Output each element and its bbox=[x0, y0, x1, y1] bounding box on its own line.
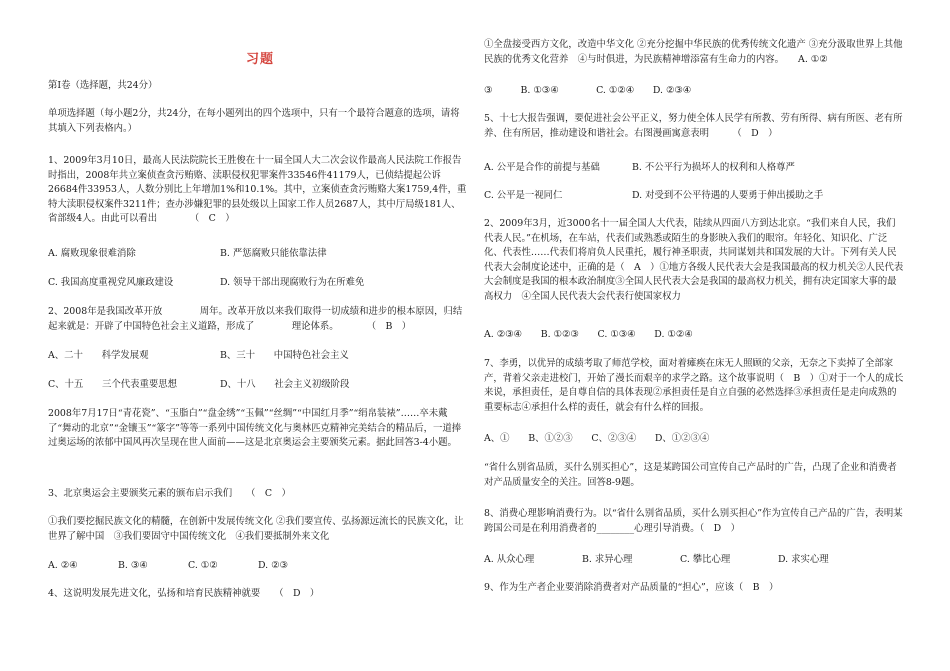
q3-option-c: C. ①② bbox=[188, 560, 218, 571]
q8-option-b: B. 求异心理 bbox=[582, 554, 633, 565]
q1-option-c: C. 我国高度重视党风廉政建设 bbox=[48, 277, 174, 288]
q3-statements: ①我们要挖掘民族文化的精髓，在创新中发展传统文化 ②我们要宣传、弘扬源远流长的民族文化，让世界了解中国 ③我们要固守中国传统文化 ④我们要抵制外来文化 bbox=[48, 516, 464, 542]
section-header: 第Ⅰ卷（选择题，共24分） bbox=[48, 80, 158, 91]
question-9-stem: 9、作为生产者企业要消除消费者对产品质量的“担心”，应该（ B ） bbox=[484, 582, 779, 593]
q8-option-a: A. 从众心理 bbox=[484, 554, 535, 565]
q3-option-d: D. ②③ bbox=[258, 560, 288, 571]
q6-options: A. ②③④ B. ①②③ C. ①③④ D. ①②④ bbox=[484, 329, 693, 340]
q3-option-b: B. ③④ bbox=[118, 560, 148, 571]
olympics-context: 2008年7月17日“青花瓷”、“玉脂白”“盘金绣”“玉佩”“丝绸”“中国红月季”“绢帛装裱”……卒未戴了“舞动的北京”“金镶玉”“篆字”等等一系列中国传统文化与奥林匹克精神完美结合的精品后，一道捧过奥运场的浓郁中国风再次呈现在世人面前——这是北京奥运会主要颁奖元素。据此回答3-4小题。 bbox=[48, 408, 462, 449]
question-8-stem: 8、消费心理影响消费行为。以“省什么别省品质，买什么别买担心”作为宣传自己产品的广告，表明某跨国公司是在利用消费者的________心理引导消费。（ D ） bbox=[484, 508, 903, 534]
q2-option-d: D、十八 社会主义初级阶段 bbox=[220, 379, 350, 390]
question-5-stem: 5、十七大报告强调，要促进社会公平正义，努力使全体人民学有所教、劳有所得、病有所医、老有所养、住有所居，推动建设和谐社会。右图漫画寓意表明 （ D ） bbox=[484, 113, 903, 139]
q1-option-a: A. 腐败现象很难消除 bbox=[48, 248, 136, 259]
question-7-stem: 7、李勇，以优异的成绩考取了师范学校，面对着瘫痪在床无人照顾的父亲，无奈之下卖掉了全部家产，背着父亲走进校门，开始了漫长而艰辛的求学之路。这个故事说明（ B ）①对于一个人的成长来说，承担责任，是自尊自信的具体表现②承担责任是自立自强的必然选择③承担责任是走向成熟的重要标志④承担什么样的责任，就会有什么样的回报。 bbox=[484, 358, 904, 413]
q1-option-b: B. 严惩腐败只能依靠法律 bbox=[220, 248, 327, 259]
instructions: 单项选择题（每小题2分，共24分，在每小题列出的四个选项中，只有一个最符合题意的选项，请将其填入下列表格内。） bbox=[48, 108, 460, 134]
question-2-stem: 2、2008年是我国改革开放 周年。改革开放以来我们取得一切成绩和进步的根本原因，归结起来就是：开辟了中国特色社会主义道路，形成了 理论体系。 （ B ） bbox=[48, 306, 463, 332]
q5-option-b: B. 不公平行为损坏人的权利和人格尊严 bbox=[632, 162, 795, 173]
question-6-stem: 2、2009年3月，近3000名十一届全国人大代表，陆续从四面八方到达北京。“我们来自人民，我们代表人民。”在机场，在车站，代表们或熟悉或陌生的身影映入我们的眼帘。年轻化、知识化、广泛化、代表性……代表们将肩负人民重托，履行神圣职责，共同谋划共和国发展的大计。下列有关人民代表大会制度论述中，正确的是（ A ）①地方各级人民代表大会是我国最高的权力机关②人民代表大会制度是我国的根本政治制度③全国人民代表大会是我国的最高权力机关，拥有决定国家大事的最高权力 ④全国人民代表大会代表行使国家权力 bbox=[484, 218, 904, 302]
q4-statements: ①全盘接受西方文化，改造中华文化 ②充分挖掘中华民族的优秀传统文化遗产 ③充分汲取世界上其他民族的优秀文化营养 ④与时俱进，为民族精神增添富有生命力的内容。 A. ①② bbox=[484, 39, 903, 65]
q3-option-a: A. ②④ bbox=[48, 560, 78, 571]
question-4-stem: 4、这说明发展先进文化，弘扬和培育民族精神就要 （ D ） bbox=[48, 588, 320, 599]
q2-option-a: A、二十 科学发展观 bbox=[48, 350, 149, 361]
q5-option-c: C. 公平是一视同仁 bbox=[484, 190, 563, 201]
page-title: 习题 bbox=[246, 52, 275, 67]
q1-option-d: D. 领导干部出现腐败行为在所难免 bbox=[220, 277, 365, 288]
q5-option-d: D. 对受到不公平待遇的人要勇于伸出援助之手 bbox=[632, 190, 824, 201]
q8-option-d: D. 求实心理 bbox=[778, 554, 829, 565]
q7-options: A、① B、①②③ C、②③④ D、①②③④ bbox=[484, 433, 710, 444]
q8-option-c: C. 攀比心理 bbox=[680, 554, 731, 565]
q2-option-b: B、三十 中国特色社会主义 bbox=[220, 350, 349, 361]
q2-option-c: C、十五 三个代表重要思想 bbox=[48, 379, 178, 390]
question-3-stem: 3、北京奥运会主要颁奖元素的颁布启示我们 （ C ） bbox=[48, 488, 291, 499]
question-1-stem: 1、2009年3月10日，最高人民法院院长王胜俊在十一届全国人大二次会议作最高人民法院工作报告时指出，2008年共立案侦查贪污贿赂、渎职侵权犯罪案件33546件41179人，已侦结提起公诉26684件33953人，人数分别比上年增加1%和10.1%。其中，立案侦查贪污贿赂大案1759,4件，重特大渎职侵权案件3211件；查办涉嫌犯罪的县处级以上国家工作人员2687人，其中厅局级181人、省部级4人。由此可以看出 （ C ） bbox=[48, 155, 467, 225]
ad-context: “省什么别省品质，买什么别买担心”，这是某跨国公司宣传自己产品时的广告，凸现了企业和消费者对产品质量安全的关注。回答8-9题。 bbox=[484, 462, 897, 488]
q4-options: ③ B. ①③④ C. ①②④ D. ②③④ bbox=[484, 85, 692, 96]
q5-option-a: A. 公平是合作的前提与基础 bbox=[484, 162, 600, 173]
